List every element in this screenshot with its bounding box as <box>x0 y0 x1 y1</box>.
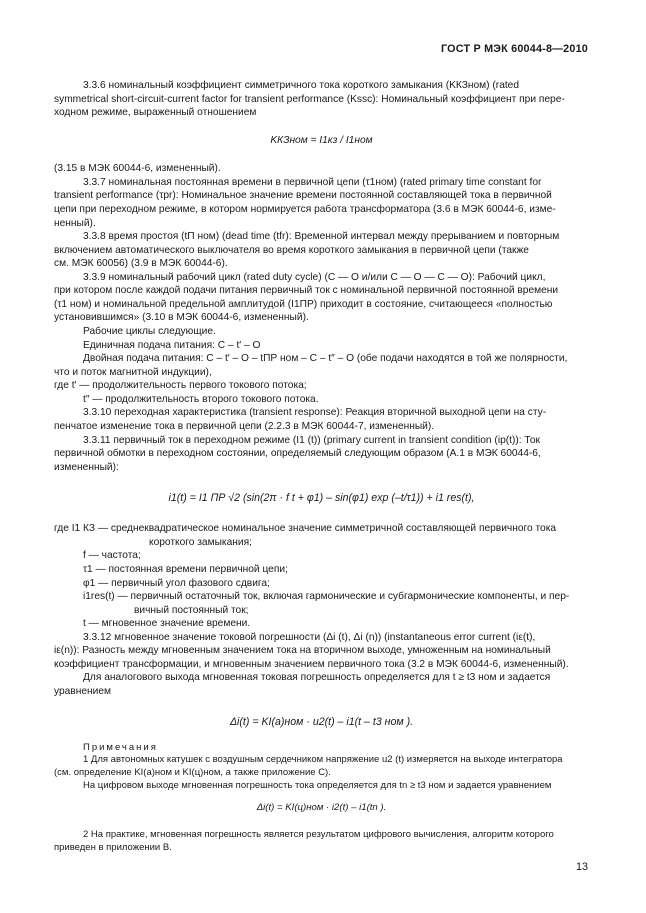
text-line: (τ1 ном) и номинальной предельной амплитудой (I1ПР) приходит в состояние, считающееся «полностью <box>54 298 553 310</box>
text-line: t — мгновенное значение времени. <box>83 618 251 630</box>
text-line: φ1 — первичный угол фазового сдвига; <box>83 577 270 589</box>
text-line: вичный постоянный ток; <box>134 604 249 616</box>
text-line: i1res(t) — первичный остаточный ток, включая гармонические и субгармонические компоненты, и пер- <box>83 591 570 603</box>
note-line: На цифровом выходе мгновенная погрешность тока определяется для tn ≥ t3 ном и задается уравнением <box>83 779 552 791</box>
text-line: где t′ — продолжительность первого токового потока; <box>54 380 307 392</box>
note-line: приведен в приложении В. <box>54 841 172 853</box>
clause-3-3-6-line: 3.3.6 номинальный коэффициент симметричного тока короткого замыкания (KКЗном) (rated <box>83 80 520 91</box>
text-line: включением автоматического выключателя во время короткого замыкания в первичной цепи (также <box>54 244 529 256</box>
text-line: уравнением <box>54 686 112 698</box>
formula-error-analog: Δi(t) = KI(a)ном · u2(t) – i1(t – t3 ном ). <box>229 715 414 728</box>
text-line: Двойная подача питания: С – t′ – О – tПР ном – С – t″ – О (обе подачи находятся в той же полярности, <box>83 353 568 365</box>
text-line: t″ — продолжительность второго токового потока. <box>83 393 319 405</box>
note-1-line: 1 Для автономных катушек с воздушным сердечником напряжение u2 (t) измеряется на выходе интегратора <box>83 754 563 766</box>
text-line: ненный). <box>54 217 96 229</box>
text-line: короткого замыкания; <box>149 536 252 548</box>
text-line: f — частота; <box>83 550 141 562</box>
clause-3-3-11-line: 3.3.11 первичный ток в переходном режиме (I1 (t)) (primary current in transient condition (ip(t)): Ток <box>83 434 540 446</box>
text-line: первичной обмотки в переходном состоянии, определяемый следующим образом (А.1 в МЭК 60044-6, <box>54 448 541 460</box>
text-line: transient performance (τpr): Номинальное значение времени постоянной составляющей тока в первичной <box>54 190 552 202</box>
text-line: установившимся» (3.10 в МЭК 60044-6, измененный). <box>54 312 309 324</box>
text-line: Для аналогового выхода мгновенная токовая погрешность определяется для t ≥ t3 ном и задается <box>83 672 551 684</box>
text-line: iε(n)): Разность между мгновенным значением тока на вторичном выходе, умноженным на номинальный <box>54 645 551 657</box>
page-number: 13 <box>575 861 588 873</box>
text-line: ходном режиме, выраженный отношением <box>54 107 257 119</box>
note-line: (см. определение KI(a)ном и KI(ц)ном, а также приложение С). <box>54 766 331 778</box>
text-line: пенчатое изменение тока в первичной цепи (2.2.3 в МЭК 60044-7, измененный). <box>54 420 435 432</box>
document-body <box>54 79 589 854</box>
text-line: при котором после каждой подачи питания первичный ток с номинальной первичной постоянной времени <box>54 285 559 297</box>
formula-kkz: KКЗном = I1кз / I1ном <box>270 134 373 146</box>
text-line: τ1 — постоянная времени первичной цепи; <box>83 563 288 575</box>
formula-primary-current: i1(t) = I1 ПР √2 (sin(2π · f t + φ1) – sin(φ1) exp (–t/τ1)) + i1 res(t), <box>168 492 475 505</box>
text-line: Единичная подача питания: С – t′ – О <box>83 339 261 351</box>
text-line: (3.15 в МЭК 60044-6, измененный). <box>54 163 221 175</box>
note-2-line: 2 На практике, мгновенная погрешность является результатом цифрового вычисления, алгоритм которого <box>83 828 554 840</box>
clause-3-3-9-line: 3.3.9 номинальный рабочий цикл (rated duty cycle) (С — О и/или С — О — С — О): Рабочий цикл, <box>83 271 546 283</box>
text-line: где I1 КЗ — среднеквадратическое номинальное значение симметричной составляющей первичного тока <box>54 523 557 535</box>
text-line: см. МЭК 60056) (3.9 в МЭК 60044-6). <box>54 258 228 270</box>
clause-3-3-7-line: 3.3.7 номинальная постоянная времени в первичной цепи (τ1ном) (rated primary time constant for <box>83 176 542 188</box>
clause-3-3-8-line: 3.3.8 время простоя (tП ном) (dead time (tfr): Временной интервал между прерыванием и повторным <box>83 231 560 243</box>
text-line: коэффициент трансформации, и мгновенным значением первичного тока (3.2 в МЭК 60044-6, измененный). <box>54 658 569 670</box>
text-line: symmetrical short-circuit-current factor for transient performance (Kssc): Номинальный коэффициент при пере- <box>54 93 565 105</box>
text-line: Рабочие циклы следующие. <box>83 326 216 337</box>
notes-heading: Примечания <box>83 741 158 753</box>
text-line: цепи при переходном режиме, в котором нормируется работа трансформатора (3.6 в МЭК 60044-6, изме- <box>54 203 556 215</box>
page-header-title: ГОСТ Р МЭК 60044-8—2010 <box>440 43 588 55</box>
clause-3-3-10-line: 3.3.10 переходная характеристика (transient response): Реакция вторичной выходной цепи на сту- <box>83 407 547 419</box>
text-line: что и поток магнитной индукции), <box>54 366 212 378</box>
clause-3-3-12-line: 3.3.12 мгновенное значение токовой погрешности (Δi (t), Δi (n)) (instantaneous error current (iε(t), <box>83 631 536 643</box>
formula-error-digital: Δi(t) = KI(ц)ном · i2(t) – i1(tn ). <box>256 802 387 814</box>
text-line: измененный): <box>54 461 119 473</box>
